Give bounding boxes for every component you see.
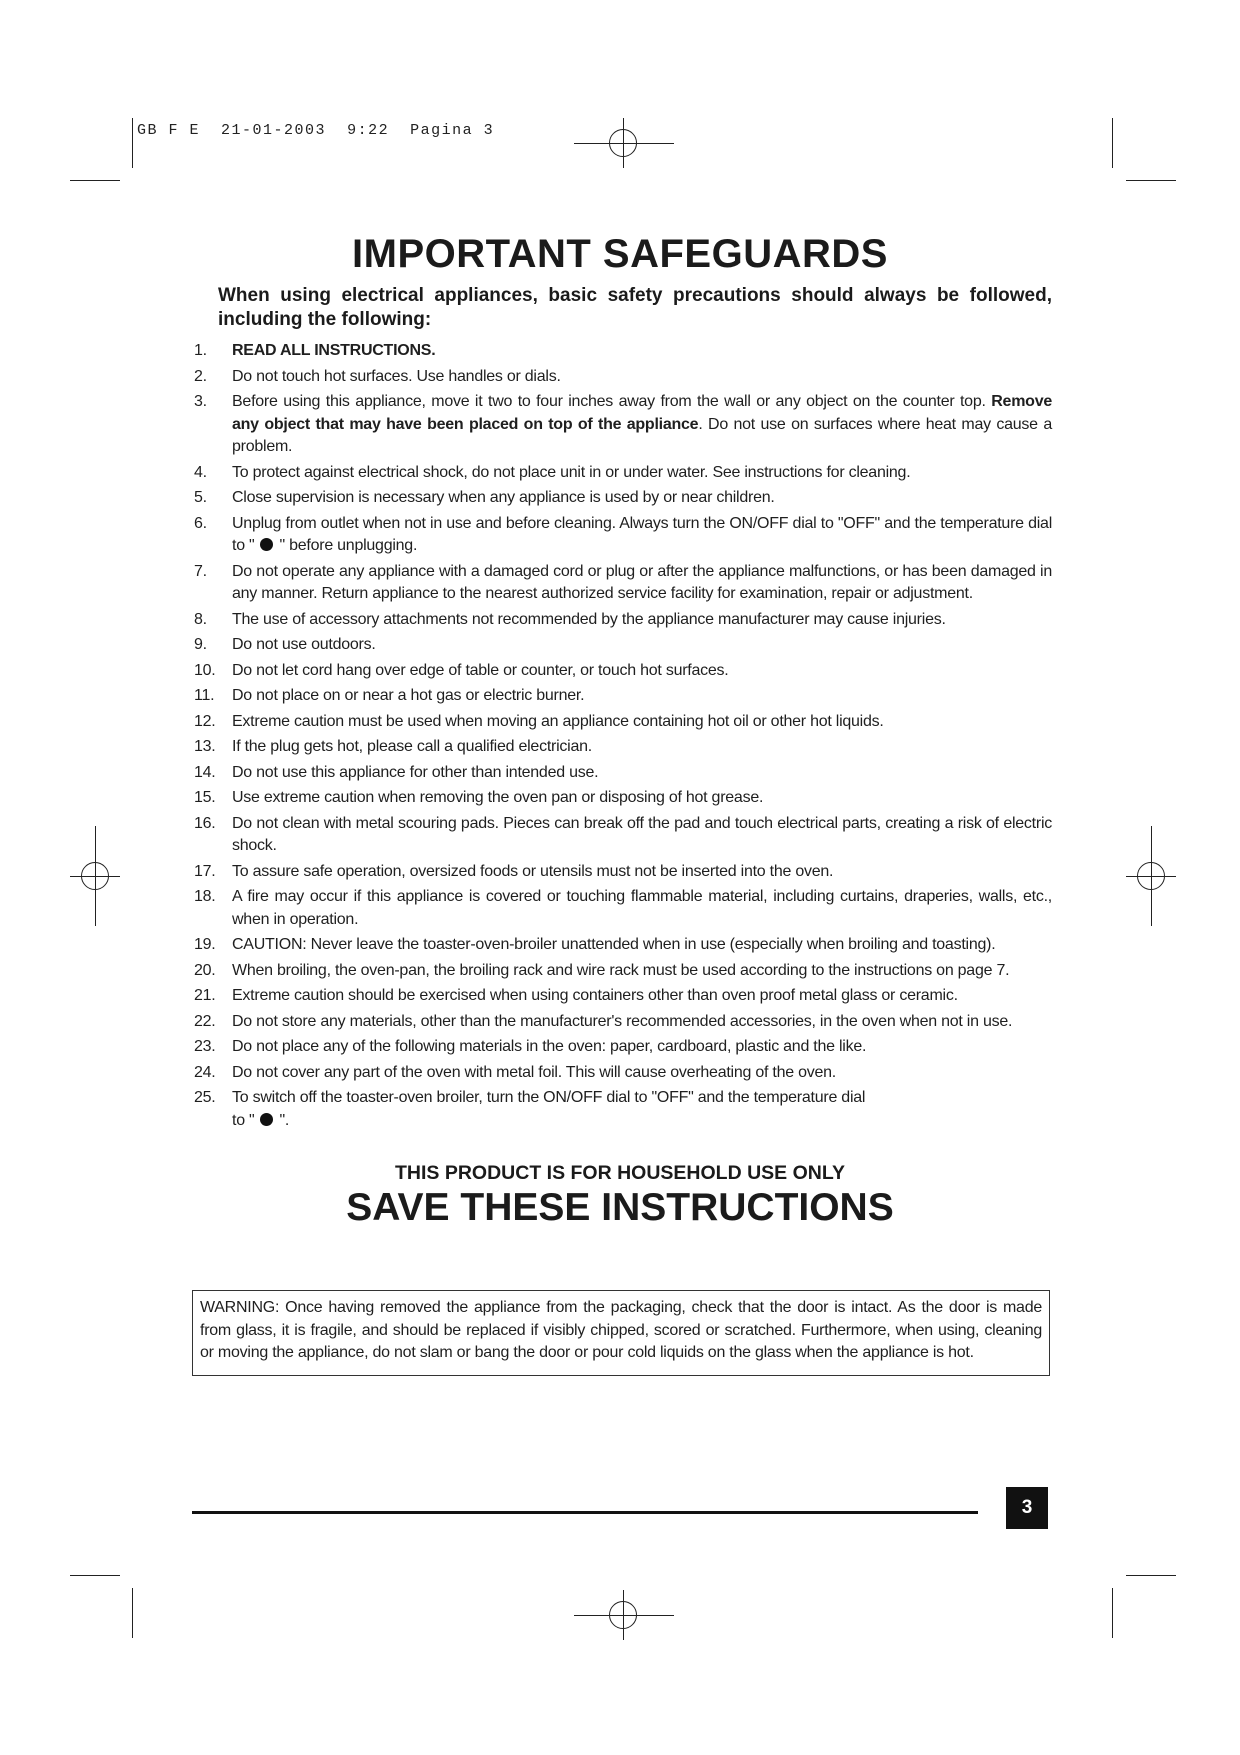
list-item (194, 1062, 1052, 1085)
item-text: ". (279, 1111, 290, 1129)
item-emphasis: Remove any object that may have been placed on top of the appliance (232, 393, 1052, 433)
print-slug (137, 122, 494, 139)
item-text: Do not operate any appliance with a damaged cord or plug or after the appliance malfunctions, or has been damaged in any manner. Return appliance to the nearest authorized service facility for examination, repair or adjustment. (232, 562, 1052, 602)
page-title: IMPORTANT SAFEGUARDS (352, 232, 888, 276)
item-text: CAUTION: Never leave the toaster-oven-broiler unattended when in use (especially when broiling and toasting). (232, 936, 996, 953)
item-text: To switch off the toaster-oven broiler, turn the ON/OFF dial to "OFF" and the temperature dial (232, 1089, 866, 1106)
item-number: 22. (194, 1012, 216, 1030)
item-number: 8. (194, 610, 207, 628)
list-item (194, 561, 1052, 606)
intro-text: When using electrical appliances, basic safety precautions should always be followed, including the following: (218, 285, 1052, 330)
item-number: 17. (194, 862, 216, 880)
item-text: " before unplugging. (279, 537, 418, 554)
item-number: 13. (194, 738, 216, 755)
item-number: 2. (194, 367, 207, 385)
list-item (194, 660, 1052, 683)
list-item (194, 609, 1052, 632)
registration-mark-circle (81, 862, 109, 890)
item-number: 6. (194, 514, 207, 532)
item-text: The use of accessory attachments not recommended by the appliance manufacturer may cause injuries. (232, 610, 946, 628)
crop-mark (1112, 118, 1113, 168)
item-text: Close supervision is necessary when any appliance is used by or near children. (232, 489, 775, 506)
item-number: 1. (194, 342, 207, 359)
list-item (194, 462, 1052, 485)
list-item (194, 934, 1052, 957)
footer-rule (192, 1511, 978, 1514)
item-number: 10. (194, 661, 216, 679)
item-number: 24. (194, 1063, 216, 1081)
registration-mark-circle (609, 1601, 637, 1629)
item-number: 23. (194, 1038, 216, 1055)
item-text: Before using this appliance, move it two to four inches away from the wall or any object on the counter top. (232, 393, 992, 410)
list-item (194, 366, 1052, 389)
item-number: 11. (194, 687, 215, 704)
save-instructions-heading: SAVE THESE INSTRUCTIONS (346, 1186, 894, 1229)
item-text: Extreme caution must be used when moving an appliance containing hot oil or other hot liquids. (232, 712, 884, 730)
item-number: 21. (194, 987, 216, 1004)
slug-page: Pagina 3 (410, 122, 495, 139)
list-item (194, 340, 1052, 363)
item-text: To protect against electrical shock, do not place unit in or under water. See instructions for cleaning. (232, 463, 911, 481)
temperature-dot-icon (260, 1113, 273, 1126)
item-number: 4. (194, 463, 207, 481)
item-number: 20. (194, 961, 216, 979)
item-text: If the plug gets hot, please call a qualified electrician. (232, 738, 592, 755)
crop-mark (70, 1575, 120, 1576)
item-text: Do not cover any part of the oven with metal foil. This will cause overheating of the oven. (232, 1063, 836, 1081)
list-item (194, 711, 1052, 734)
crop-mark (1126, 1575, 1176, 1576)
item-text: to " (232, 1111, 255, 1129)
list-item (194, 985, 1052, 1008)
crop-mark (132, 1588, 133, 1638)
list-item (194, 1036, 1052, 1059)
safeguards-list (194, 340, 1052, 1135)
item-number: 15. (194, 789, 216, 806)
household-notice: THIS PRODUCT IS FOR HOUSEHOLD USE ONLY (395, 1162, 845, 1184)
list-item (194, 634, 1052, 657)
list-item (194, 1087, 1052, 1132)
item-text: To assure safe operation, oversized foods or utensils must not be inserted into the oven. (232, 862, 834, 880)
item-text: Do not store any materials, other than the manufacturer's recommended accessories, in the oven when not in use. (232, 1012, 1013, 1030)
item-number: 3. (194, 393, 207, 410)
item-text: Do not place any of the following materials in the oven: paper, cardboard, plastic and the like. (232, 1038, 867, 1055)
list-item (194, 391, 1052, 459)
registration-mark-circle (1137, 862, 1165, 890)
item-text: Do not touch hot surfaces. Use handles or dials. (232, 367, 561, 385)
list-item (194, 861, 1052, 884)
crop-mark (70, 180, 120, 181)
item-text: Do not let cord hang over edge of table or counter, or touch hot surfaces. (232, 661, 729, 679)
item-number: 9. (194, 636, 207, 653)
item-text: When broiling, the oven-pan, the broiling rack and wire rack must be used according to the instructions on page 7. (232, 961, 1010, 979)
list-item (194, 787, 1052, 810)
slug-date: 21-01-2003 (221, 122, 327, 139)
slug-code: GB F E (137, 122, 201, 139)
item-text: . Do not use on surfaces where heat may cause a problem. (232, 415, 1053, 455)
crop-mark (1112, 1588, 1113, 1638)
item-text: Do not clean with metal scouring pads. Pieces can break off the pad and touch electrical parts, creating a risk of electric shock. (232, 814, 1052, 854)
list-item (194, 685, 1052, 708)
item-text: Do not use outdoors. (232, 636, 376, 653)
item-text: Do not place on or near a hot gas or electric burner. (232, 687, 585, 704)
list-item (194, 762, 1052, 785)
list-item (194, 513, 1052, 558)
item-number: 14. (194, 763, 216, 781)
registration-mark-circle (609, 129, 637, 157)
item-number: 25. (194, 1089, 216, 1106)
crop-mark (132, 118, 133, 168)
item-text: Extreme caution should be exercised when using containers other than oven proof metal glass or ceramic. (232, 987, 958, 1004)
item-text: Do not use this appliance for other than intended use. (232, 763, 599, 781)
temperature-dot-icon (260, 538, 273, 551)
item-number: 16. (194, 814, 216, 832)
list-item (194, 886, 1052, 931)
item-number: 7. (194, 562, 207, 580)
item-text: Unplug from outlet when not in use and before cleaning. Always turn the ON/OFF dial to "OFF" and the temperature dial to " (232, 514, 1052, 554)
page-number: 3 (1006, 1487, 1048, 1529)
list-item (194, 487, 1052, 510)
item-text: READ ALL INSTRUCTIONS. (232, 342, 436, 359)
slug-time: 9:22 (347, 122, 390, 139)
item-number: 18. (194, 888, 216, 905)
item-number: 5. (194, 489, 207, 506)
item-number: 12. (194, 712, 216, 730)
list-item (194, 1011, 1052, 1034)
item-text: Use extreme caution when removing the oven pan or disposing of hot grease. (232, 789, 764, 806)
list-item (194, 813, 1052, 858)
item-text: A fire may occur if this appliance is covered or touching flammable material, including curtains, draperies, walls, etc., when in operation. (232, 888, 1052, 928)
list-item (194, 736, 1052, 759)
warning-box: WARNING: Once having removed the appliance from the packaging, check that the door is intact. As the door is made from glass, it is fragile, and should be replaced if visibly chipped, scored or scratched. Furthermore, when using, cleaning or moving the appliance, do not slam or bang the door or pour cold liquids on the glass when the appliance is hot. (192, 1290, 1050, 1376)
crop-mark (1126, 180, 1176, 181)
list-item (194, 960, 1052, 983)
item-number: 19. (194, 936, 216, 953)
